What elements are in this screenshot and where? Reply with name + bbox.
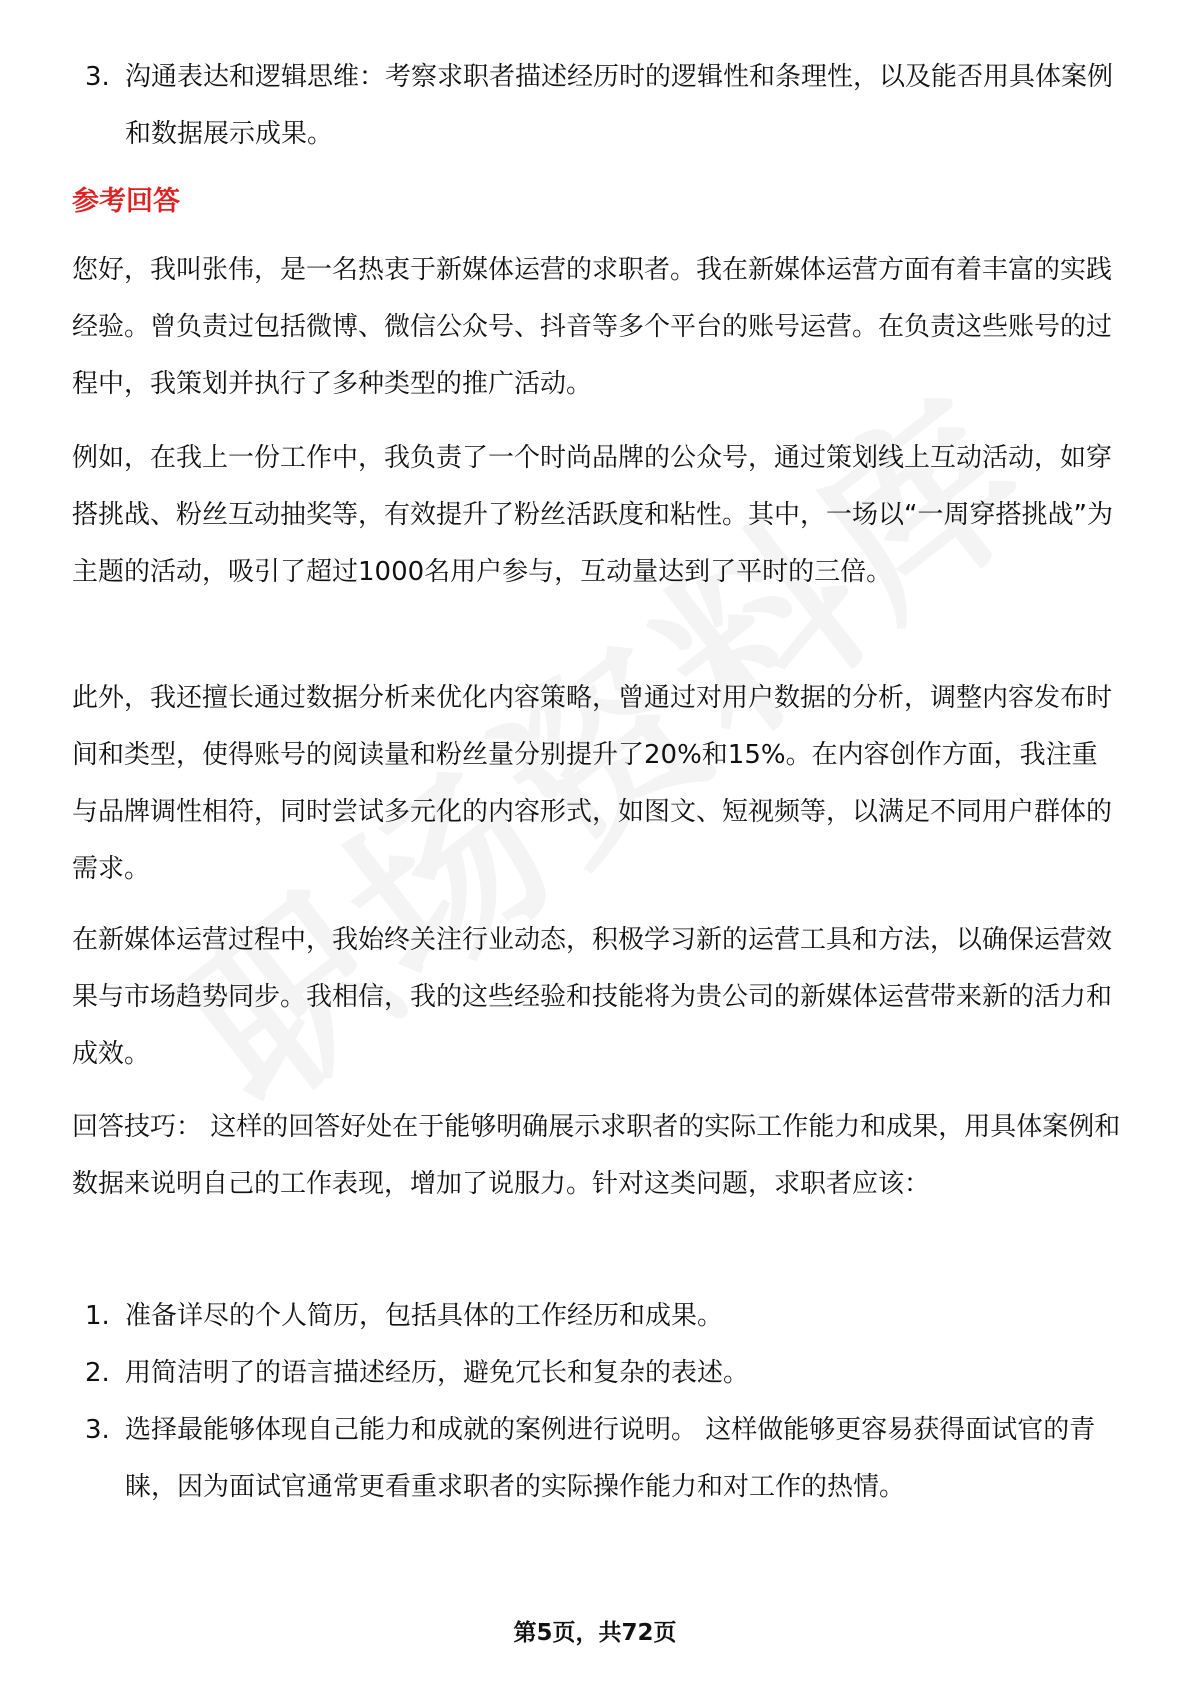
list-item-number: 3. <box>85 62 110 92</box>
page-number: 第5页，共72页 <box>513 1620 677 1646</box>
paragraph: 在新媒体运营过程中，我始终关注行业动态，积极学习新的运营工具和方法，以确保运营效果与市场趋势同步。我相信，我的这些经验和技能将为贵公司的新媒体运营带来新的活力和成效。 <box>72 925 1113 1069</box>
list-item-number: 3. <box>85 1415 110 1445</box>
paragraph: 您好，我叫张伟，是一名热衷于新媒体运营的求职者。我在新媒体运营方面有着丰富的实践经验。曾负责过包括微博、微信公众号、抖音等多个平台的账号运营。在负责这些账号的过程中，我策划并执行了多种类型的推广活动。 <box>72 255 1113 399</box>
list-item-text: 沟通表达和逻辑思维：考察求职者描述经历时的逻辑性和条理性，以及能否用具体案例和数据展示成果。 <box>125 62 1114 149</box>
list-item <box>72 1402 1122 1516</box>
list-item-text: 准备详尽的个人简历，包括具体的工作经历和成果。 <box>125 1301 724 1331</box>
paragraph: 此外，我还擅长通过数据分析来优化内容策略，曾通过对用户数据的分析，调整内容发布时间和类型，使得账号的阅读量和粉丝量分别提升了20%和15%。在内容创作方面，我注重与品牌调性相符，同时尝试多元化的内容形式，如图文、短视频等，以满足不同用户群体的需求。 <box>72 683 1113 884</box>
list-item <box>72 1345 1122 1402</box>
list-item-number: 2. <box>85 1358 110 1388</box>
list-item <box>72 1288 1122 1345</box>
list-item-text: 用简洁明了的语言描述经历，避免冗长和复杂的表述。 <box>125 1358 750 1388</box>
list-item <box>72 49 1122 163</box>
criteria-list <box>72 49 1122 163</box>
list-item-text: 选择最能够体现自己能力和成就的案例进行说明。 这样做能够更容易获得面试官的青睐，因为面试官通常更看重求职者的实际操作能力和对工作的热情。 <box>125 1415 1096 1502</box>
tips-list <box>72 1288 1122 1516</box>
answer-tips-paragraph: 回答技巧： 这样的回答好处在于能够明确展示求职者的实际工作能力和成果，用具体案例和数据来说明自己的工作表现，增加了说服力。针对这类问题，求职者应该： <box>72 1112 1121 1199</box>
paragraph: 例如，在我上一份工作中，我负责了一个时尚品牌的公众号，通过策划线上互动活动，如穿搭挑战、粉丝互动抽奖等，有效提升了粉丝活跃度和粘性。其中，一场以“一周穿搭挑战”为主题的活动，吸引了超过1000名用户参与，互动量达到了平时的三倍。 <box>72 443 1113 587</box>
section-title: 参考回答 <box>72 186 180 217</box>
list-item-number: 1. <box>85 1301 110 1331</box>
